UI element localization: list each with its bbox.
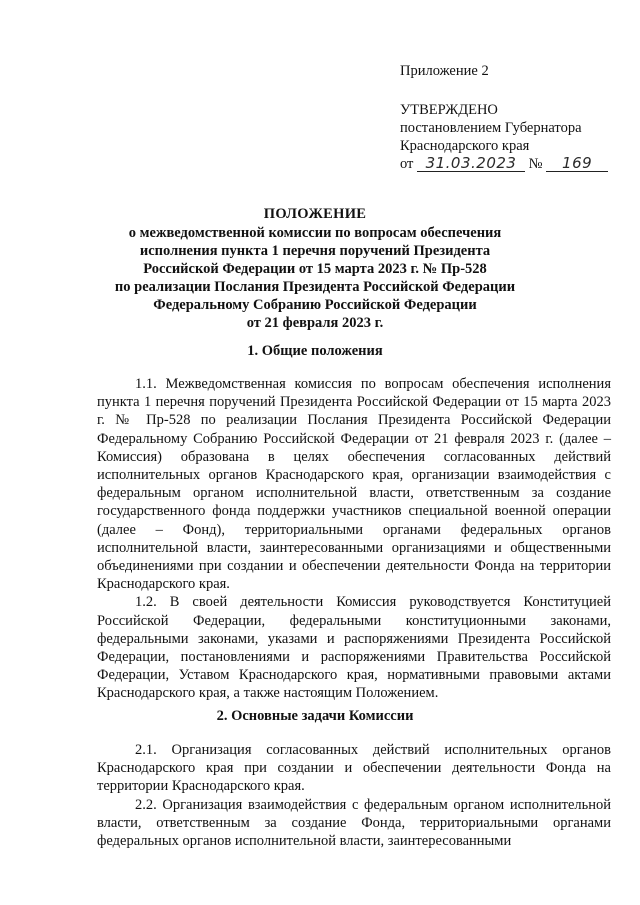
title-line: исполнения пункта 1 перечня поручений Президента xyxy=(139,243,491,259)
section-2-heading: 2. Основные задачи Комиссии xyxy=(216,708,414,724)
approval-block xyxy=(400,62,630,173)
title-line: по реализации Послания Президента Российской Федерации xyxy=(114,279,516,295)
handwritten-number: 169 xyxy=(546,155,608,172)
approval-line-2: Краснодарского края xyxy=(400,138,530,154)
number-label: № xyxy=(528,156,543,172)
title-line: Федеральному Собранию Российской Федерации xyxy=(153,297,477,313)
approved-label: УТВЕРЖДЕНО xyxy=(400,102,498,118)
paragraph-2-1: 2.1. Организация согласованных действий исполнительных органов Краснодарского края при создании и обеспечении деятельности Фонда на территории Краснодарского края. xyxy=(97,742,611,795)
title-line: от 21 февраля 2023 г. xyxy=(246,315,384,331)
approval-line-1: постановлением Губернатора xyxy=(400,120,582,136)
section-1-heading: 1. Общие положения xyxy=(247,343,383,359)
paragraph-1-2: 1.2. В своей деятельности Комиссия руководствуется Конституцией Российской Федерации, федеральными конституционными законами, федеральными законами, указами и распоряжениями Президента Российской Федерации, постановлениями и распоряжениями Правительства Российской Федерации, Уставом Краснодарского края, нормативными правовыми актами Краснодарского края, а также настоящим Положением. xyxy=(97,594,611,702)
title-line: о межведомственной комиссии по вопросам обеспечения xyxy=(128,225,502,241)
approval-date-number-line xyxy=(400,155,630,173)
title-line: Российской Федерации от 15 марта 2023 г. № Пр-528 xyxy=(143,261,487,277)
paragraph-1-1: 1.1. Межведомственная комиссия по вопросам обеспечения исполнения пункта 1 перечня поручений Президента Российской Федерации от 15 марта 2023 г. № Пр-528 по реализации Послания Президента Российской Федерации Федеральному Собранию Российской Федерации от 21 февраля 2023 г. (далее – Комиссия) образована в целях обеспечения согласованных действий исполнительных органов Краснодарского края, организации взаимодействия с федеральным органом исполнительной власти, ответственным за создание государственного фонда поддержки участников специальной военной операции (далее – Фонд), территориальными органами федеральных органов исполнительной власти, заинтересованными организациями и общественными объединениями при создании и обеспечении деятельности Фонда на территории Краснодарского края. xyxy=(97,376,611,593)
handwritten-date: 31.03.2023 xyxy=(417,155,525,172)
from-label: от xyxy=(400,156,414,172)
paragraph-2-2: 2.2. Организация взаимодействия с федеральным органом исполнительной власти, ответственным за создание Фонда, территориальными органами федеральных органов исполнительной власти, заинтересованными xyxy=(97,796,611,850)
section-1-body xyxy=(97,375,611,703)
appendix-label: Приложение 2 xyxy=(400,63,489,79)
section-2-body xyxy=(97,741,611,850)
title-main: ПОЛОЖЕНИЕ xyxy=(263,206,367,222)
document-title xyxy=(90,205,540,332)
